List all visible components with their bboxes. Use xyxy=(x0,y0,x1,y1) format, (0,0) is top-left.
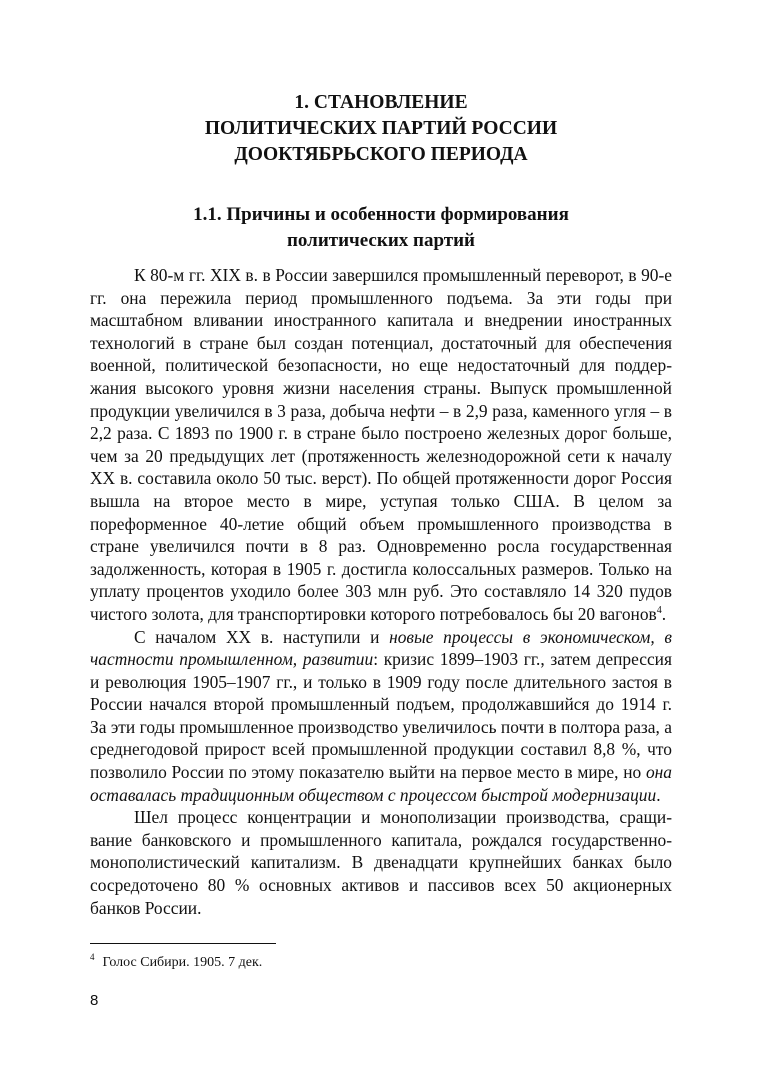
paragraph-2-italic-a: новые процессы в экономическом, в частности промышленном, развитии xyxy=(90,626,672,670)
footnote xyxy=(90,954,672,972)
paragraph-3 xyxy=(90,806,672,919)
section-title-line: 1.1. Причины и особенности формирования xyxy=(193,204,569,225)
chapter-title-line: ПОЛИТИЧЕСКИХ ПАРТИЙ РОССИИ xyxy=(204,118,558,139)
paragraph-1 xyxy=(90,264,672,626)
body-text xyxy=(90,264,672,919)
page-number: 8 xyxy=(90,992,99,1009)
paragraph-2-text-b: : кризис 1899–1903 гг., затем депрессия и революция 1905–1907 гг., и только в 1909 году после длительного застоя в России начался второй промышленный подъем, продолжавшийся до 1914 г. За эти годы промышленное производство увеличилось почти в полтора раза, а среднегодовой прирост всей промышленной продукции составил 8,8 %, что позволило России по этому показателю выйти на первое место в мире, но xyxy=(90,649,672,783)
paragraph-1-end: . xyxy=(661,603,667,624)
footnote-marker: 4 xyxy=(90,952,95,962)
footnote-reference: 4 xyxy=(656,604,662,616)
chapter-title-line: 1. СТАНОВЛЕНИЕ xyxy=(294,92,468,113)
footnote-text: Голос Сибири. 1905. 7 дек. xyxy=(102,955,263,970)
paragraph-2 xyxy=(90,626,672,807)
chapter-title-line: ДООКТЯБРЬСКОГО ПЕРИОДА xyxy=(234,144,528,165)
chapter-title xyxy=(90,90,672,168)
paragraph-3-text: Шел процесс концентрации и монополизации производства, сращивание банковского и промышленного капитала, рождался государственно-монополистический капитализм. В двенадцати крупнейших банках было сосредоточено 80 % основных активов и пассивов всех 50 акционерных банков России. xyxy=(90,807,672,918)
paragraph-2-text-a: С началом XX в. наступили и xyxy=(134,626,390,647)
paragraph-2-text-c: . xyxy=(656,784,661,805)
section-title xyxy=(90,202,672,254)
paragraph-2-italic-b: она оставалась традиционным обществом с процессом быстрой модернизации xyxy=(90,762,672,805)
paragraph-1-text: К 80-м гг. XIX в. в России завершился промышленный переворот, в 90-е гг. она пережила период промышленного подъема. За эти годы при масштабном вливании иностранного капитала и внедрении иностранных технологий в стране был создан потенциал, достаточный для обеспечения военной, политической безопасности, но еще недостаточный для поддержания высокого уровня жизни населения страны. Выпуск промышленной продукции увеличился в 3 раза, добыча нефти – в 2,9 раза, каменного угля – в 2,2 раза. С 1893 по 1900 г. в стране было построено железных дорог больше, чем за 20 предыдущих лет (протяженность железнодорожной сети к началу XX в. составила около 50 тыс. верст). По общей протяженности дорог Россия вышла на второе место в мире, уступая только США. В целом за пореформенное 40-летие общий объем промышленного производства в стране увеличился почти в 8 раз. Одновременно росла государственная задолженность, которая в 1905 г. достигла колоссальных размеров. Только на уплату процентов уходило более 303 млн руб. Это составляло 14 320 пудов чистого золота, для транспортировки которого потребовалось бы 20 вагонов xyxy=(90,265,672,624)
footnote-divider xyxy=(90,943,276,944)
section-title-line: политических партий xyxy=(286,230,476,251)
